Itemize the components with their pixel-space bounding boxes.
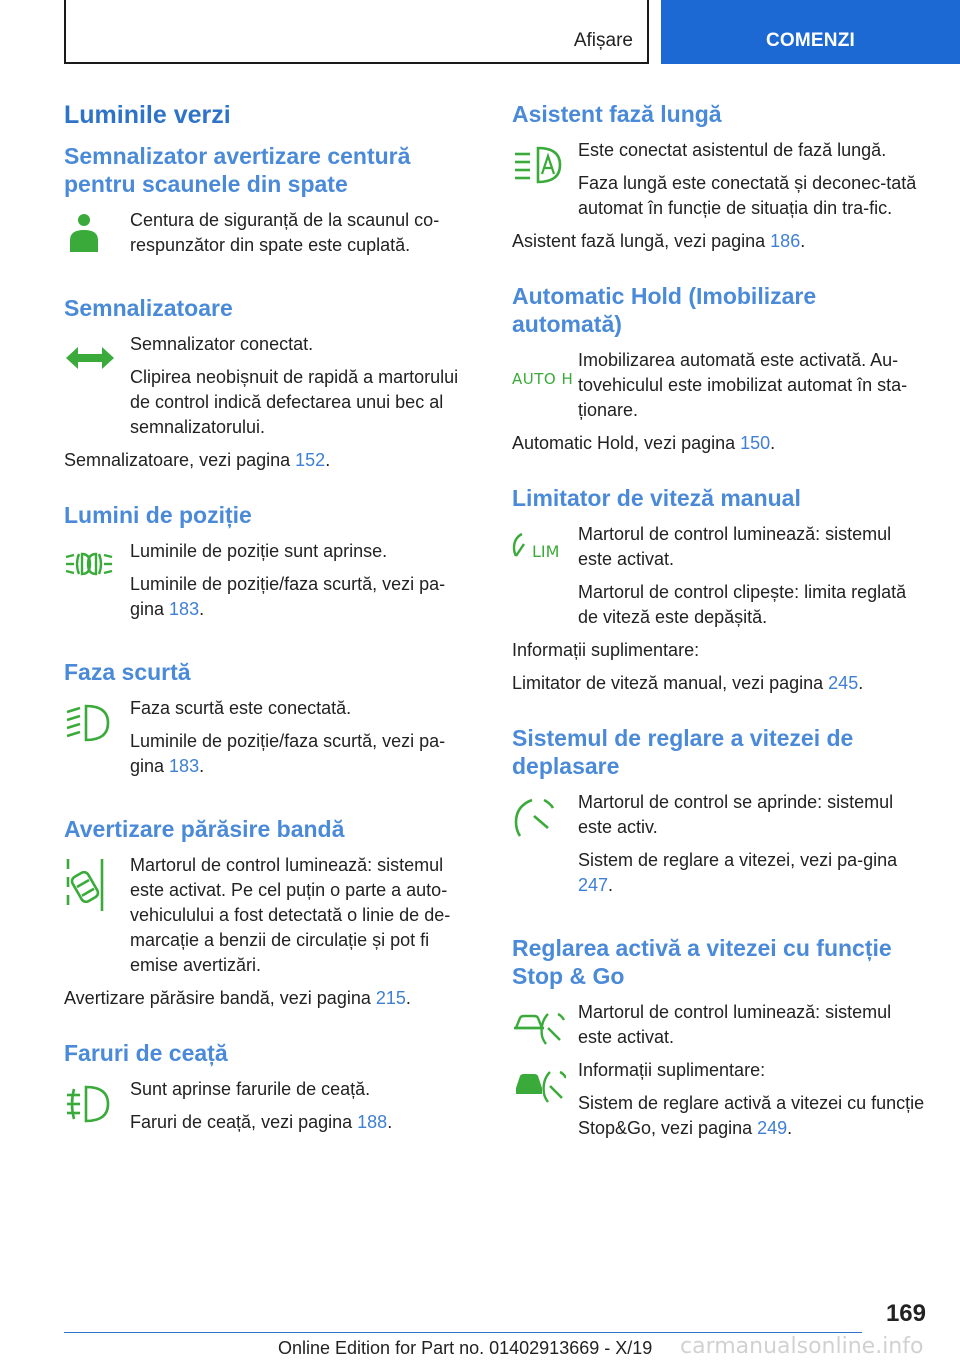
paragraph: Imobilizarea automată este activată. Au-tovehiculul este imobilizat automat în sta-ționare. — [578, 350, 908, 420]
page-link[interactable]: 215 — [375, 988, 406, 1008]
reference-line: Automatic Hold, vezi pagina 150. — [512, 433, 776, 453]
reference-line: Avertizare părăsire bandă, vezi pagina 215. — [64, 988, 411, 1008]
section-heading: Semnalizatoare — [64, 295, 233, 321]
seatbelt-occupant-icon — [64, 208, 130, 266]
paragraph: Martorul de control se aprinde: sistemul este activ. — [578, 792, 894, 837]
section-speed-limiter — [512, 484, 928, 696]
page-link[interactable]: 249 — [757, 1118, 788, 1138]
left-column — [64, 100, 476, 1171]
watermark: carmanualsonline.info — [680, 1334, 924, 1359]
section-high-beam-assistant — [512, 100, 928, 254]
section-turn-signals — [64, 294, 476, 473]
reference-line: Luminile de poziție/faza scurtă, vezi pa-gina 183. — [130, 574, 446, 619]
reference-line: Luminile de poziție/faza scurtă, vezi pa-gina 183. — [130, 731, 446, 776]
footer-edition: Online Edition for Part no. 01402913669 - X/19 — [278, 1338, 653, 1358]
paragraph: Este conectat asistentul de fază lungă. — [578, 140, 887, 160]
section-position-lights — [64, 501, 476, 630]
active-cruise-filled-icon — [512, 1064, 566, 1104]
page-link[interactable]: 188 — [357, 1112, 388, 1132]
page-title: Luminile verzi — [64, 101, 231, 129]
section-lane-departure — [64, 815, 476, 1011]
auto-hold-icon: AUTO H — [512, 370, 574, 388]
page-link[interactable]: 186 — [770, 231, 801, 251]
section-heading: Asistent fază lungă — [512, 101, 722, 127]
page-number: 169 — [885, 1300, 926, 1327]
speed-limiter-icon: LIM — [512, 522, 578, 638]
page-link[interactable]: 150 — [740, 433, 771, 453]
turn-signal-arrows-icon — [64, 332, 130, 448]
page-link[interactable]: 152 — [295, 450, 326, 470]
reference-line: Limitator de viteză manual, vezi pagina 245. — [512, 673, 864, 693]
section-heading: Automatic Hold (Imobilizare automată) — [512, 283, 817, 337]
active-cruise-outline-icon — [512, 1006, 566, 1046]
paragraph: Semnalizator conectat. — [130, 334, 314, 354]
header-chapter-tab — [661, 0, 960, 64]
right-column — [512, 100, 928, 1177]
page-link[interactable]: 183 — [169, 599, 200, 619]
reference-line: Asistent fază lungă, vezi pagina 186. — [512, 231, 806, 251]
section-cruise-control — [512, 724, 928, 906]
high-beam-assistant-icon — [512, 138, 578, 229]
active-cruise-icons — [512, 1000, 578, 1149]
reference-line: Faruri de ceață, vezi pagina 188. — [130, 1112, 393, 1132]
lane-departure-icon — [64, 853, 130, 986]
low-beam-icon — [64, 696, 130, 787]
paragraph: Informații suplimentare: — [512, 640, 700, 660]
section-heading: Semnalizator avertizare centură pentru scaunele din spate — [64, 143, 411, 197]
page-link[interactable]: 183 — [169, 756, 200, 776]
reference-line: Sistem de reglare activă a vitezei cu funcție Stop&Go, vezi pagina 249. — [578, 1093, 925, 1138]
cruise-control-icon — [512, 790, 578, 906]
paragraph: Martorul de control luminează: sistemul este activat. — [578, 1002, 892, 1047]
section-active-cruise-stop-go — [512, 934, 928, 1149]
paragraph: Martorul de control luminează: sistemul este activat. — [578, 524, 892, 569]
page-link[interactable]: 247 — [578, 875, 609, 895]
paragraph: Sunt aprinse farurile de ceață. — [130, 1079, 371, 1099]
position-lights-icon — [64, 539, 130, 630]
header-section-label: Afișare — [573, 30, 633, 51]
paragraph: Martorul de control clipește: limita reglată de viteză este depășită. — [578, 582, 907, 627]
section-heading: Faza scurtă — [64, 659, 191, 685]
paragraph: Luminile de poziție sunt aprinse. — [130, 541, 388, 561]
paragraph: Centura de siguranță de la scaunul co-respunzător din spate este cuplată. — [130, 210, 440, 255]
section-fog-lights — [64, 1039, 476, 1143]
section-heading: Avertizare părăsire bandă — [64, 816, 345, 842]
reference-line: Sistem de reglare a vitezei, vezi pa-gina 247. — [578, 850, 898, 895]
section-heading: Limitator de viteză manual — [512, 485, 801, 511]
section-low-beam — [64, 658, 476, 787]
section-heading: Sistemul de reglare a vitezei de deplasare — [512, 725, 854, 779]
section-seatbelt — [64, 142, 476, 266]
section-heading: Reglarea activă a vitezei cu funcție Stop & Go — [512, 935, 892, 989]
section-heading: Faruri de ceață — [64, 1040, 228, 1066]
section-automatic-hold — [512, 282, 928, 456]
page-link[interactable]: 245 — [828, 673, 859, 693]
reference-line: Semnalizatoare, vezi pagina 152. — [64, 450, 331, 470]
section-heading: Lumini de poziție — [64, 502, 252, 528]
paragraph: Clipirea neobișnuit de rapidă a martorului de control indică defectarea unui bec al semnalizatorului. — [130, 367, 459, 437]
footer-rule — [64, 1332, 862, 1333]
fog-lights-icon — [64, 1077, 130, 1143]
paragraph: Faza scurtă este conectată. — [130, 698, 352, 718]
header-chapter-label: COMENZI — [765, 30, 855, 51]
paragraph: Martorul de control luminează: sistemul este activat. Pe cel puțin o parte a auto-vehiculului a fost detectată o linie de de-marcație a benzii de circulație și pot fi emise avertizări. — [130, 855, 451, 975]
paragraph: Faza lungă este conectată și deconec-tată automat în funcție de situația din tra-fic. — [578, 173, 917, 218]
header-section-tab — [64, 0, 649, 64]
paragraph: Informații suplimentare: — [578, 1060, 766, 1080]
